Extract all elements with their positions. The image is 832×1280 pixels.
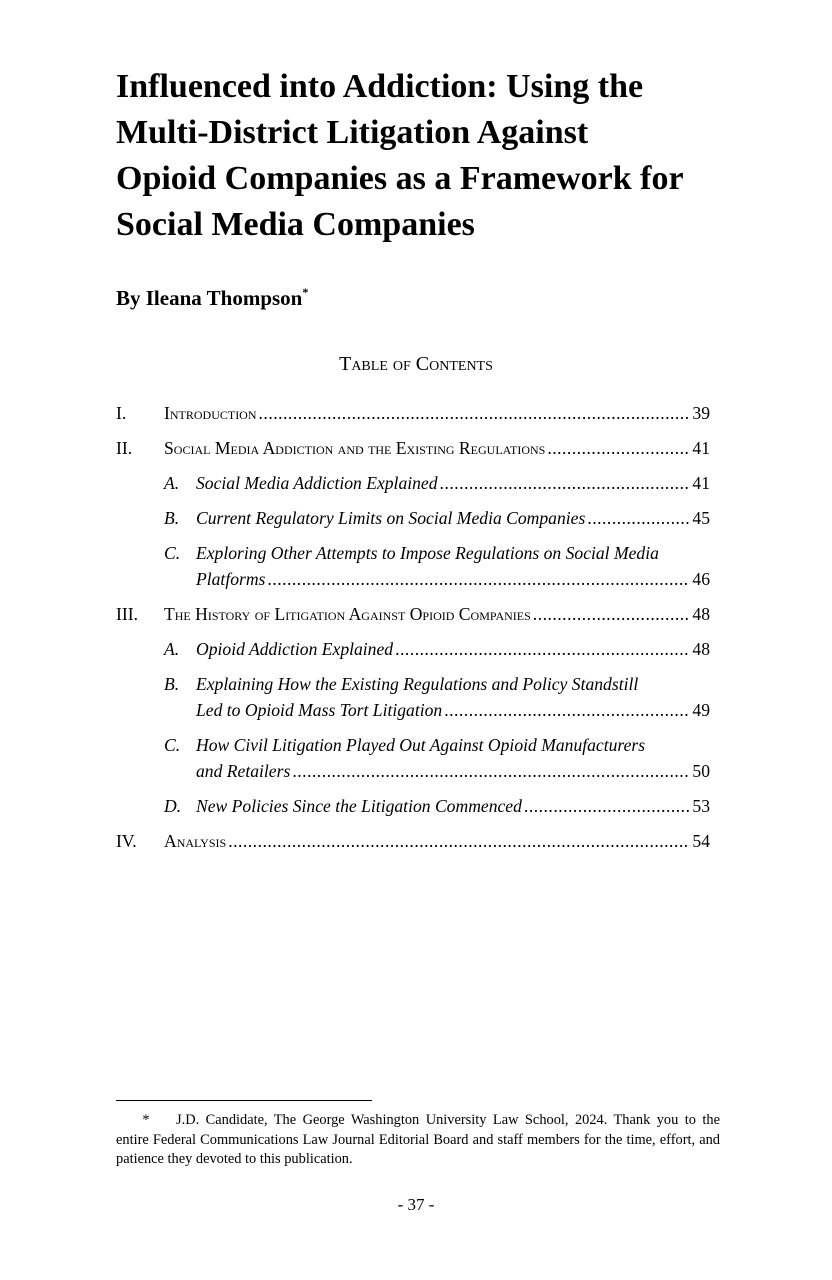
toc-entry-number: C. — [164, 543, 181, 563]
toc-entry-civil-litigation[interactable] — [116, 732, 710, 784]
toc-entry-number: B. — [164, 508, 180, 528]
toc-heading: Table of Contents — [339, 353, 493, 375]
toc-entry-number: D. — [164, 796, 182, 816]
toc-entry-history-of-litigation[interactable] — [116, 601, 710, 627]
footnote-mark: * — [142, 1112, 150, 1128]
toc-entry-social-media-addiction-explained[interactable] — [116, 470, 710, 496]
toc-page-number: 39 — [692, 403, 710, 423]
toc-page-number: 53 — [692, 796, 710, 816]
toc-entry-number: C. — [164, 735, 181, 755]
author-footnote-mark: * — [302, 285, 309, 299]
footnote — [116, 1111, 720, 1170]
dot-leader — [440, 470, 691, 496]
toc-entry-label-line2: and Retailers — [196, 761, 291, 781]
dot-leader — [292, 758, 690, 784]
dot-leader — [444, 697, 690, 723]
toc-entry-exploring-other-attempts[interactable] — [116, 540, 710, 592]
toc-entry-label-line1: Explaining How the Existing Regulations and Policy Standstill — [196, 674, 639, 694]
toc-page-number: 49 — [692, 700, 710, 720]
toc-entry-analysis[interactable] — [116, 828, 710, 854]
dot-leader — [547, 435, 690, 461]
toc-page-number: 50 — [692, 761, 710, 781]
toc-page-number: 41 — [692, 473, 710, 493]
dot-leader — [267, 566, 690, 592]
dot-leader — [533, 601, 691, 627]
dot-leader — [259, 400, 691, 426]
article-title — [116, 64, 756, 248]
dot-leader — [228, 828, 690, 854]
toc-entry-label: Current Regulatory Limits on Social Media Companies — [196, 508, 586, 528]
toc-page-number: 48 — [692, 604, 710, 624]
toc-entry-opioid-addiction-explained[interactable] — [116, 636, 710, 662]
toc-entry-number: IV. — [116, 831, 137, 851]
toc-entry-number: A. — [164, 639, 180, 659]
toc-entry-label-line1: How Civil Litigation Played Out Against Opioid Manufacturers — [196, 735, 646, 755]
title-line: Social Media Companies — [116, 206, 475, 243]
toc-entry-number: A. — [164, 473, 180, 493]
footnote-text: J.D. Candidate, The George Washington University Law School, 2024. Thank you to the entire Federal Communications Law Journal Editorial Board and staff members for the time, effort, and patience they devoted to this publication. — [116, 1112, 720, 1167]
toc-entry-social-media-addiction[interactable] — [116, 435, 710, 461]
title-line: Influenced into Addiction: Using the — [116, 68, 644, 105]
toc-entry-introduction[interactable] — [116, 400, 710, 426]
toc-entry-label: The History of Litigation Against Opioid Companies — [164, 604, 531, 624]
toc-entry-label: Social Media Addiction Explained — [196, 473, 438, 493]
title-line: Opioid Companies as a Framework for — [116, 160, 684, 197]
toc-page-number: 54 — [692, 831, 710, 851]
toc-entry-number: I. — [116, 403, 127, 423]
toc-page-number: 45 — [692, 508, 710, 528]
toc-entry-current-regulatory-limits[interactable] — [116, 505, 710, 531]
toc-entry-label: Introduction — [164, 403, 257, 423]
dot-leader — [395, 636, 690, 662]
toc-entry-number: B. — [164, 674, 180, 694]
footnote-separator — [116, 1100, 372, 1101]
toc-entry-number: III. — [116, 604, 138, 624]
toc-page-number: 41 — [692, 438, 710, 458]
toc-entry-explaining-regulations[interactable] — [116, 671, 710, 723]
table-of-contents — [116, 400, 710, 854]
toc-entry-label-line2: Led to Opioid Mass Tort Litigation — [196, 700, 443, 720]
toc-entry-new-policies[interactable] — [116, 793, 710, 819]
toc-page-number: 48 — [692, 639, 710, 659]
title-line: Multi-District Litigation Against — [116, 114, 589, 151]
toc-entry-label: New Policies Since the Litigation Commenced — [196, 796, 522, 816]
toc-entry-label: Analysis — [164, 831, 227, 851]
author-name: By Ileana Thompson — [116, 286, 303, 310]
dot-leader — [587, 505, 690, 531]
toc-entry-number: II. — [116, 438, 133, 458]
toc-entry-label: Opioid Addiction Explained — [196, 639, 394, 659]
toc-entry-label-line1: Exploring Other Attempts to Impose Regulations on Social Media — [196, 543, 659, 563]
page-number: - 37 - — [397, 1195, 435, 1214]
toc-entry-label: Social Media Addiction and the Existing Regulations — [164, 438, 546, 458]
dot-leader — [524, 793, 690, 819]
toc-entry-label-line2: Platforms — [196, 569, 266, 589]
author-byline — [116, 284, 308, 312]
toc-page-number: 46 — [692, 569, 710, 589]
